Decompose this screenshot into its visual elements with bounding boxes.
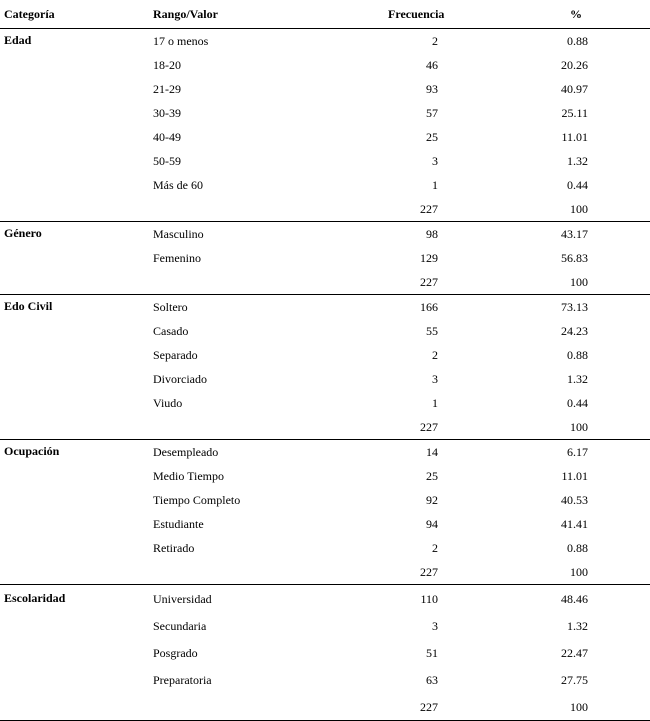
frequency-cell: 93 (426, 82, 438, 96)
frequency-cell: 227 (420, 202, 438, 216)
table-row (0, 612, 650, 639)
table-row (0, 343, 650, 367)
table-row (0, 77, 650, 101)
range-cell: Masculino (153, 227, 204, 241)
table-row (0, 295, 650, 319)
frequency-cell: 227 (420, 565, 438, 579)
range-cell: 21-29 (153, 82, 181, 96)
range-cell: 18-20 (153, 58, 181, 72)
table-row (0, 222, 650, 246)
frequency-cell: 46 (426, 58, 438, 72)
table-row (0, 29, 650, 53)
frequency-cell: 227 (420, 420, 438, 434)
total-row (0, 560, 650, 584)
range-cell: Secundaria (153, 619, 207, 633)
range-cell: 30-39 (153, 106, 181, 120)
range-cell: Soltero (153, 300, 188, 314)
header-range: Rango/Valor (153, 7, 218, 21)
percent-cell: 25.11 (561, 106, 588, 120)
range-cell: 40-49 (153, 130, 181, 144)
table-header (0, 0, 650, 29)
table-row (0, 53, 650, 77)
range-cell: Desempleado (153, 445, 219, 459)
percent-cell: 0.44 (567, 396, 588, 410)
percent-cell: 0.88 (567, 541, 588, 555)
percent-cell: 40.53 (561, 493, 588, 507)
percent-cell: 100 (570, 275, 588, 289)
percent-cell: 1.32 (567, 372, 588, 386)
percent-cell: 48.46 (561, 592, 588, 606)
frequency-cell: 1 (432, 396, 438, 410)
percent-cell: 43.17 (561, 227, 588, 241)
percent-cell: 11.01 (561, 469, 588, 483)
category-group (0, 440, 650, 585)
table-row (0, 666, 650, 693)
table-row (0, 319, 650, 343)
percent-cell: 0.88 (567, 34, 588, 48)
percent-cell: 27.75 (561, 673, 588, 687)
frequency-cell: 14 (426, 445, 438, 459)
percent-cell: 41.41 (561, 517, 588, 531)
frequency-cell: 3 (432, 619, 438, 633)
frequency-cell: 92 (426, 493, 438, 507)
range-cell: Preparatoria (153, 673, 212, 687)
percent-cell: 0.44 (567, 178, 588, 192)
frequency-cell: 2 (432, 34, 438, 48)
frequency-cell: 110 (420, 592, 438, 606)
category-group (0, 222, 650, 295)
percent-cell: 22.47 (561, 646, 588, 660)
range-cell: 17 o menos (153, 34, 209, 48)
table-row (0, 391, 650, 415)
table-row (0, 639, 650, 666)
frequency-cell: 2 (432, 541, 438, 555)
range-cell: Divorciado (153, 372, 207, 386)
frequency-cell: 227 (420, 275, 438, 289)
percent-cell: 100 (570, 420, 588, 434)
table-row (0, 101, 650, 125)
table-row (0, 512, 650, 536)
table-row (0, 585, 650, 612)
range-cell: Medio Tiempo (153, 469, 225, 483)
category-label: Ocupación (4, 444, 60, 458)
header-category: Categoría (4, 7, 55, 21)
percent-cell: 6.17 (567, 445, 588, 459)
category-group (0, 585, 650, 721)
table-row (0, 488, 650, 512)
percent-cell: 24.23 (561, 324, 588, 338)
table-row (0, 246, 650, 270)
range-cell: Retirado (153, 541, 195, 555)
percent-cell: 1.32 (567, 619, 588, 633)
range-cell: Tiempo Completo (153, 493, 241, 507)
frequency-cell: 51 (426, 646, 438, 660)
frequency-cell: 55 (426, 324, 438, 338)
header-percent: % (570, 7, 582, 21)
frequency-cell: 25 (426, 130, 438, 144)
percent-cell: 73.13 (561, 300, 588, 314)
percent-cell: 20.26 (561, 58, 588, 72)
table-row (0, 440, 650, 464)
range-cell: Viudo (153, 396, 183, 410)
percent-cell: 1.32 (567, 154, 588, 168)
category-label: Género (4, 226, 42, 240)
category-label: Escolaridad (4, 591, 66, 605)
frequency-cell: 129 (420, 251, 438, 265)
table-row (0, 173, 650, 197)
range-cell: Casado (153, 324, 189, 338)
range-cell: Universidad (153, 592, 212, 606)
range-cell: Separado (153, 348, 198, 362)
percent-cell: 56.83 (561, 251, 588, 265)
total-row (0, 415, 650, 439)
frequency-cell: 57 (426, 106, 438, 120)
frequency-cell: 94 (426, 517, 438, 531)
percent-cell: 100 (570, 565, 588, 579)
range-cell: Posgrado (153, 646, 198, 660)
range-cell: Estudiante (153, 517, 204, 531)
frequency-cell: 2 (432, 348, 438, 362)
frequency-cell: 227 (420, 700, 438, 714)
table-row (0, 149, 650, 173)
frequency-cell: 3 (432, 372, 438, 386)
percent-cell: 100 (570, 700, 588, 714)
percent-cell: 40.97 (561, 82, 588, 96)
category-label: Edo Civil (4, 299, 53, 313)
frequency-cell: 3 (432, 154, 438, 168)
frequency-cell: 166 (420, 300, 438, 314)
category-group (0, 295, 650, 440)
frequency-cell: 98 (426, 227, 438, 241)
range-cell: Femenino (153, 251, 201, 265)
total-row (0, 693, 650, 720)
range-cell: Más de 60 (153, 178, 203, 192)
category-group (0, 29, 650, 222)
frequency-cell: 63 (426, 673, 438, 687)
table-row (0, 367, 650, 391)
percent-cell: 11.01 (561, 130, 588, 144)
table-row (0, 125, 650, 149)
total-row (0, 270, 650, 294)
header-frequency: Frecuencia (388, 7, 445, 21)
frequency-cell: 1 (432, 178, 438, 192)
total-row (0, 197, 650, 221)
range-cell: 50-59 (153, 154, 181, 168)
table-row (0, 536, 650, 560)
percent-cell: 100 (570, 202, 588, 216)
percent-cell: 0.88 (567, 348, 588, 362)
frequency-cell: 25 (426, 469, 438, 483)
table-body (0, 29, 650, 721)
table-row (0, 464, 650, 488)
category-label: Edad (4, 33, 32, 47)
